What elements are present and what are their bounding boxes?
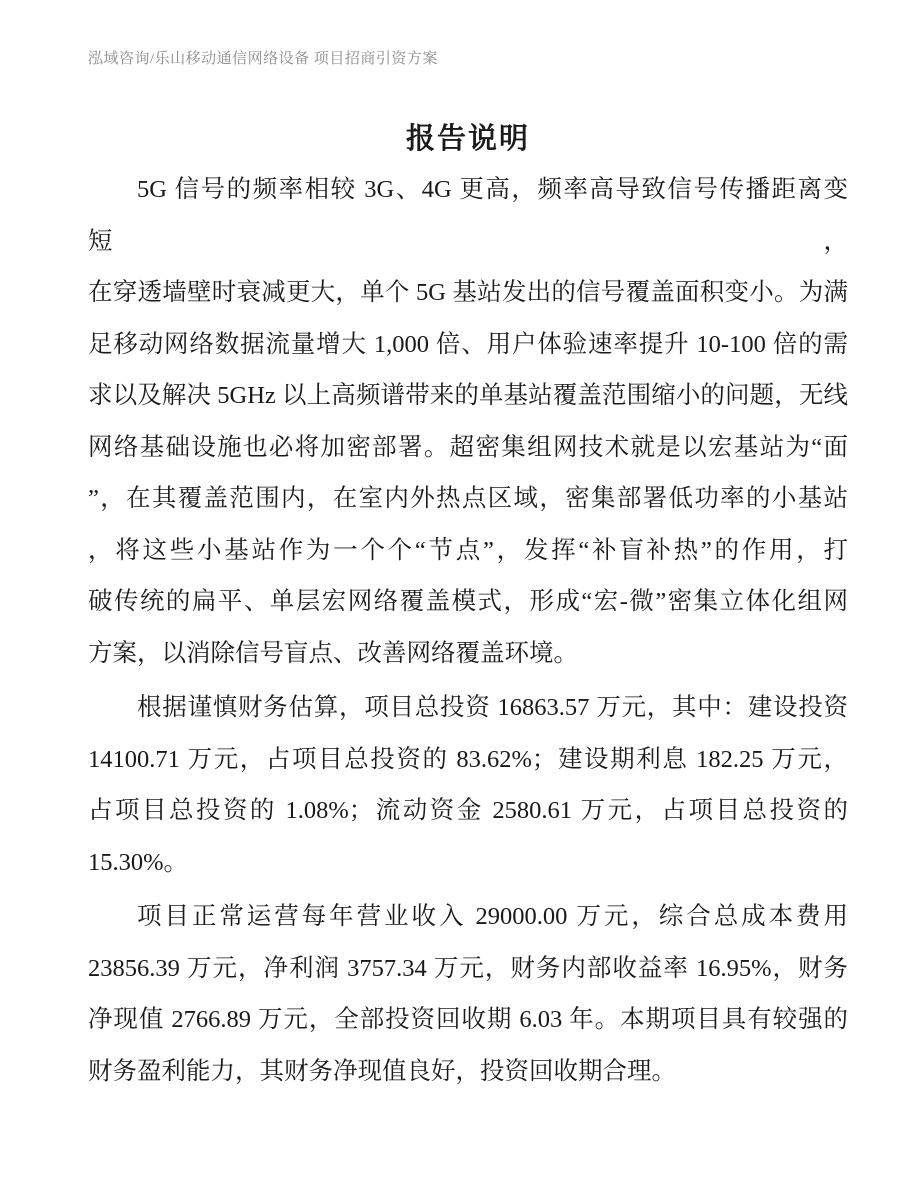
- text-line: 网络基础设施也必将加密部署。超密集组网技术就是以宏基站为“面: [88, 433, 848, 461]
- page-header: 泓域咨询/乐山移动通信网络设备 项目招商引资方案: [88, 51, 438, 67]
- text-line: 破传统的扁平、单层宏网络覆盖模式，形成“宏-微”密集立体化组网: [88, 588, 848, 615]
- text-line: ”，在其覆盖范围内，在室内外热点区域，密集部署低功率的小基站: [88, 485, 848, 512]
- report-body: [88, 164, 848, 1097]
- report-title: 报告说明: [405, 123, 530, 155]
- text-line: 5G 信号的频率相较 3G、4G 更高，频率高导致信号传播距离变短，: [88, 176, 848, 255]
- text-line: 足移动网络数据流量增大 1,000 倍、用户体验速率提升 10-100 倍的需: [88, 330, 848, 358]
- text-line: 项目正常运营每年营业收入 29000.00 万元，综合总成本费用: [137, 903, 848, 930]
- text-line: 23856.39 万元，净利润 3757.34 万元，财务内部收益率 16.95%，财务: [88, 954, 848, 982]
- text-line: 根据谨慎财务估算，项目总投资 16863.57 万元，其中：建设投资: [137, 694, 848, 721]
- text-line: 占项目总投资的 1.08%；流动资金 2580.61 万元，占项目总投资的: [88, 797, 848, 824]
- paragraph: [88, 164, 848, 679]
- text-line: 14100.71 万元，占项目总投资的 83.62%；建设期利息 182.25 万元，: [88, 745, 848, 773]
- text-line: 财务盈利能力，其财务净现值良好，投资回收期合理。: [88, 1057, 676, 1085]
- paragraph: [88, 891, 848, 1097]
- paragraph: [88, 682, 848, 888]
- text-line: 方案，以消除信号盲点、改善网络覆盖环境。: [88, 639, 578, 667]
- text-line: 在穿透墙壁时衰减更大，单个 5G 基站发出的信号覆盖面积变小。为满: [88, 279, 848, 306]
- text-line: 求以及解决 5GHz 以上高频谱带来的单基站覆盖范围缩小的问题，无线: [88, 382, 848, 409]
- text-line: 15.30%。: [88, 848, 189, 876]
- text-line: ，将这些小基站作为一个个“节点”，发挥“补盲补热”的作用，打: [88, 536, 848, 564]
- text-line: 净现值 2766.89 万元，全部投资回收期 6.03 年。本期项目具有较强的: [88, 1006, 848, 1033]
